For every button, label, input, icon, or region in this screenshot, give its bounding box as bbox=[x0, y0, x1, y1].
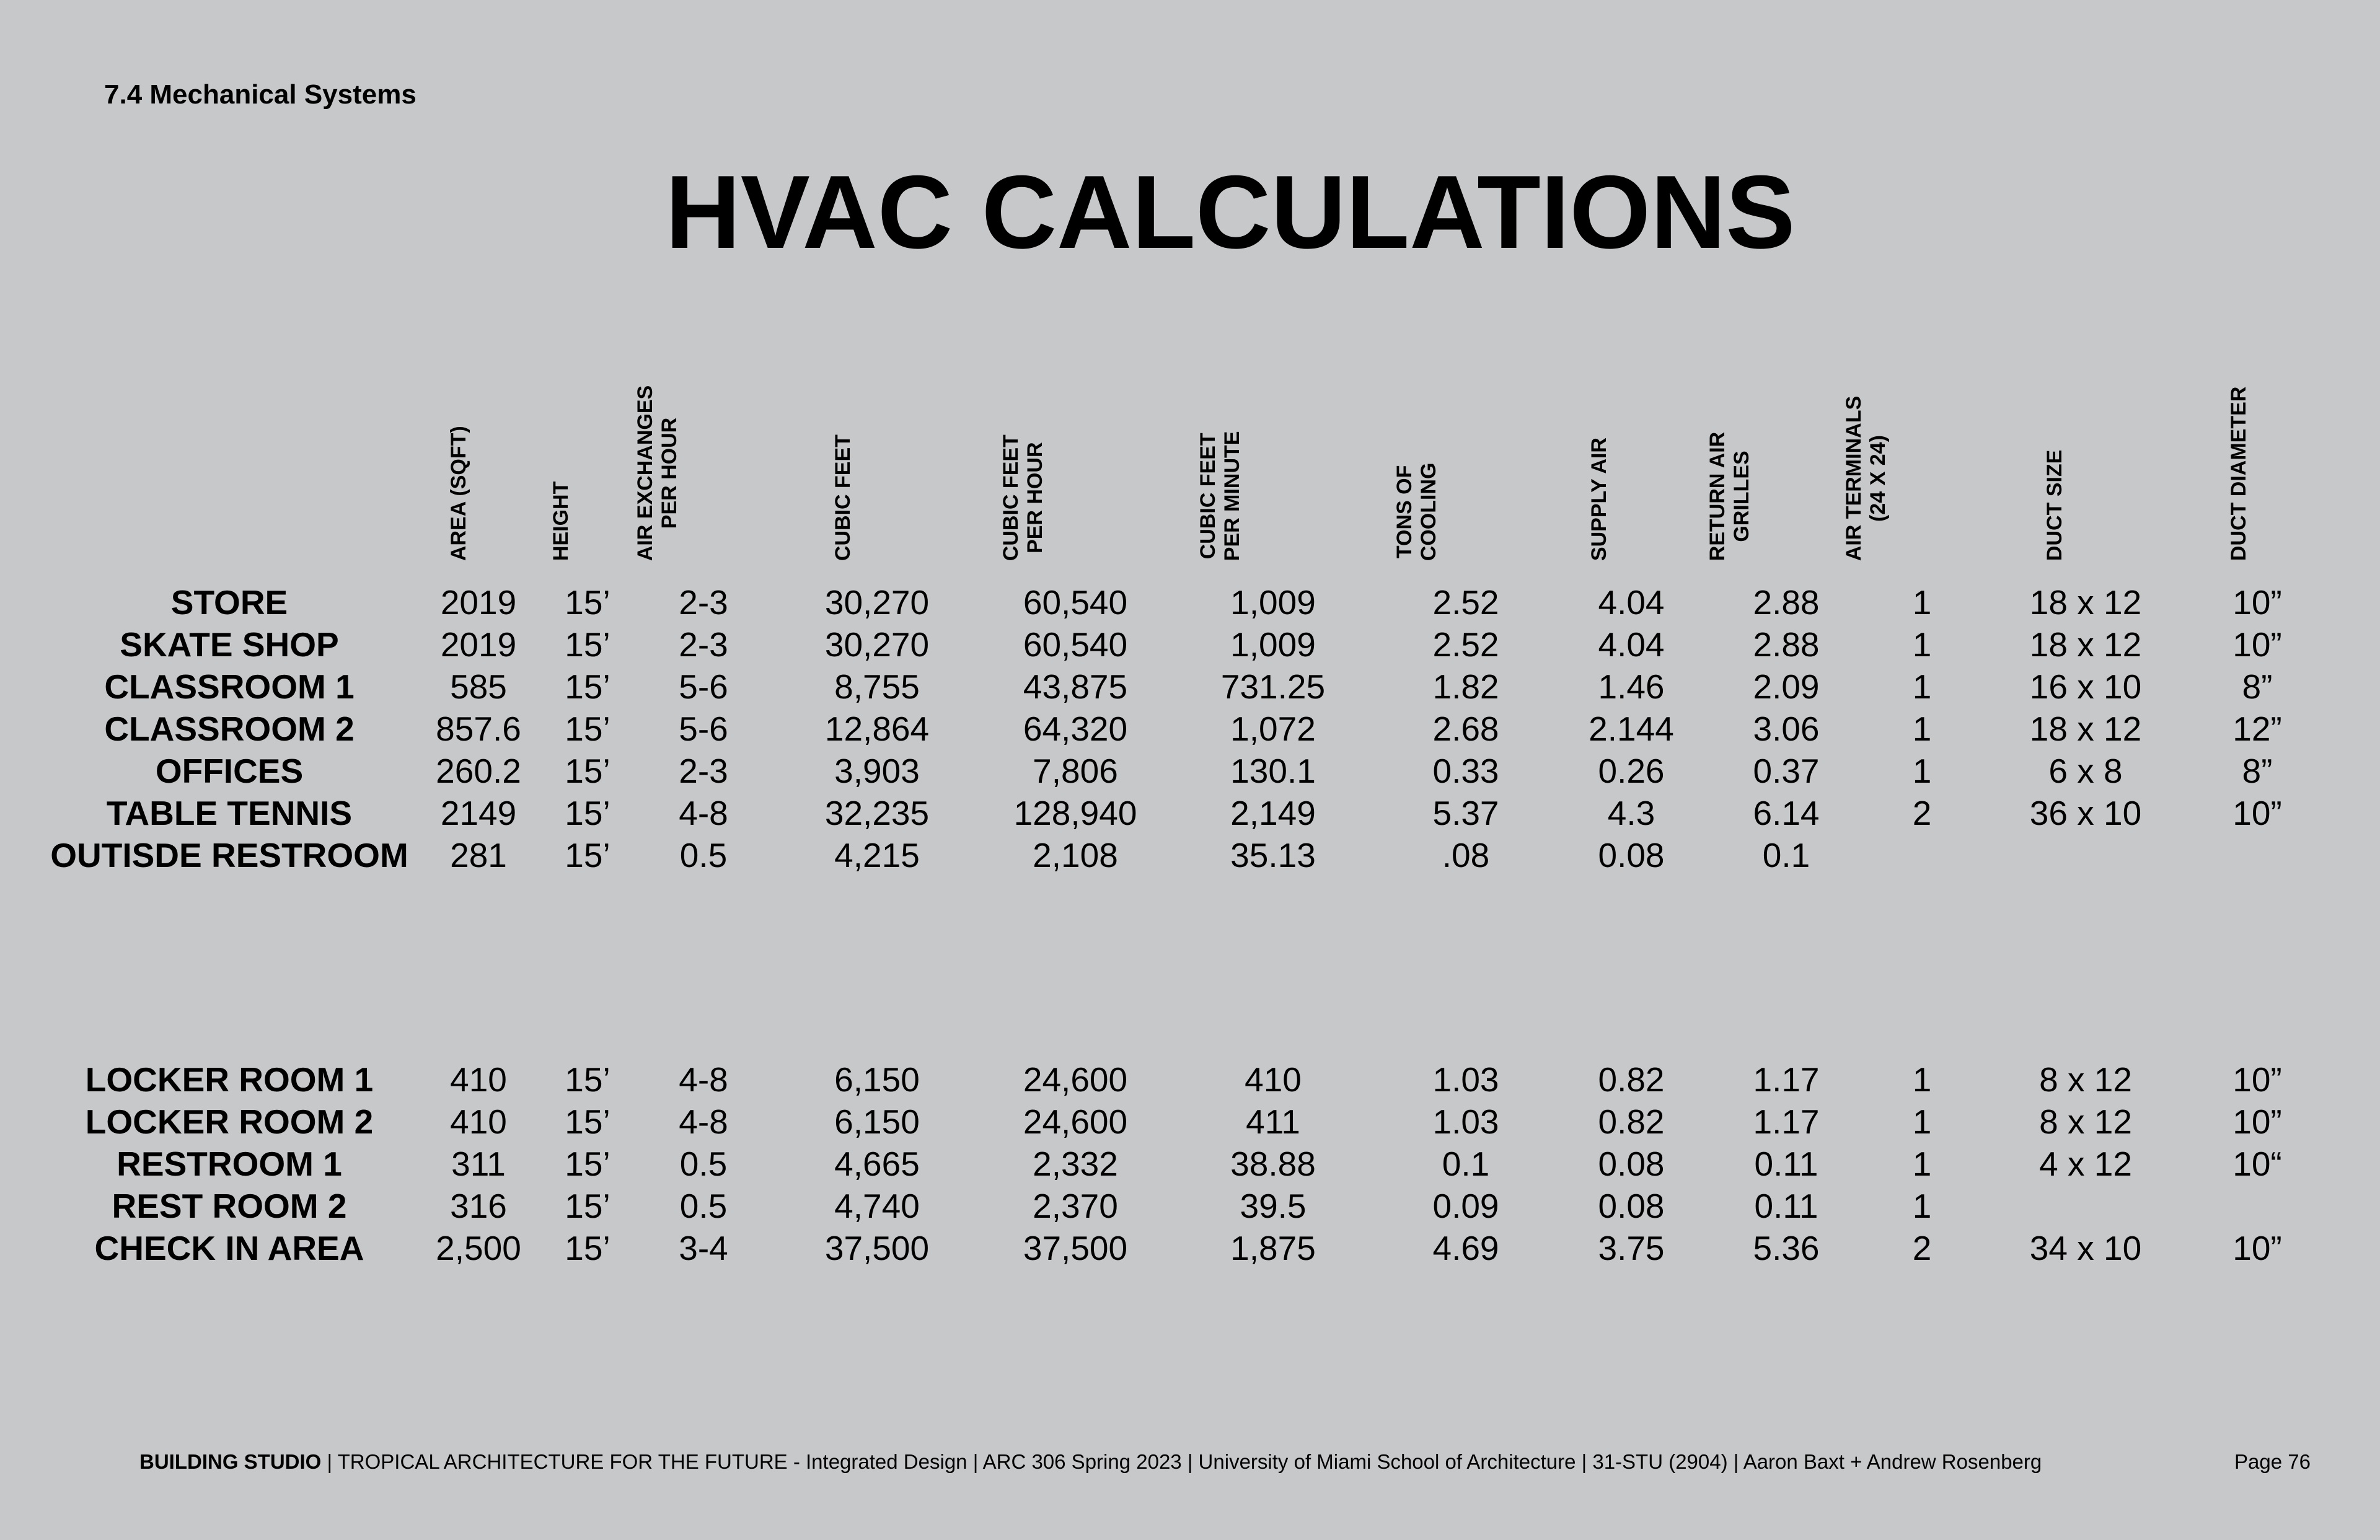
cell-cfh: 60,540 bbox=[1023, 583, 1128, 622]
cell-cfm: 1,072 bbox=[1230, 710, 1316, 748]
cell-terminals: 2 bbox=[1912, 1229, 1932, 1267]
cell-height: 15’ bbox=[565, 752, 610, 790]
cell-height: 15’ bbox=[565, 710, 610, 748]
cell-ach: 0.5 bbox=[679, 1145, 728, 1183]
cell-return: 1.17 bbox=[1753, 1060, 1820, 1099]
cell-ach: 3-4 bbox=[679, 1229, 728, 1267]
column-header-label: SUPPLY AIR bbox=[1587, 437, 1611, 561]
cell-duct: 8 x 12 bbox=[2039, 1102, 2132, 1141]
cell-duct: 18 x 12 bbox=[2029, 710, 2142, 748]
cell-cf: 6,150 bbox=[834, 1060, 920, 1099]
cell-tons: .08 bbox=[1442, 836, 1490, 874]
cell-supply: 4.04 bbox=[1598, 583, 1665, 622]
cell-cfm: 731.25 bbox=[1220, 667, 1326, 706]
cell-cfm: 2,149 bbox=[1230, 794, 1316, 832]
table-row bbox=[0, 792, 2380, 834]
cell-return: 1.17 bbox=[1753, 1102, 1820, 1141]
column-header-label: CUBIC FEET PER HOUR bbox=[998, 434, 1047, 561]
room-name: RESTROOM 1 bbox=[117, 1145, 342, 1183]
cell-cfh: 2,108 bbox=[1033, 836, 1118, 874]
cell-cf: 4,740 bbox=[834, 1187, 920, 1225]
column-header-label: TONS OF COOLING bbox=[1392, 462, 1440, 561]
cell-duct: 34 x 10 bbox=[2029, 1229, 2142, 1267]
cell-area: 410 bbox=[450, 1060, 507, 1099]
column-header-label: CUBIC FEET bbox=[831, 434, 855, 561]
table-row bbox=[0, 1227, 2380, 1269]
cell-return: 2.88 bbox=[1753, 583, 1820, 622]
cell-cfh: 128,940 bbox=[1013, 794, 1137, 832]
column-header-label: HEIGHT bbox=[549, 481, 573, 561]
cell-area: 316 bbox=[450, 1187, 507, 1225]
table-row bbox=[0, 708, 2380, 750]
cell-cfh: 37,500 bbox=[1023, 1229, 1128, 1267]
cell-area: 281 bbox=[450, 836, 507, 874]
cell-ach: 5-6 bbox=[679, 710, 728, 748]
room-name: OFFICES bbox=[155, 752, 304, 790]
cell-cfh: 43,875 bbox=[1023, 667, 1128, 706]
cell-tons: 1.03 bbox=[1432, 1102, 1499, 1141]
cell-tons: 4.69 bbox=[1432, 1229, 1499, 1267]
cell-return: 6.14 bbox=[1753, 794, 1820, 832]
cell-terminals: 1 bbox=[1912, 1060, 1932, 1099]
cell-cfm: 1,009 bbox=[1230, 625, 1316, 664]
cell-cfh: 2,370 bbox=[1033, 1187, 1118, 1225]
column-header-label: RETURN AIR GRILLES bbox=[1705, 431, 1753, 561]
cell-cfh: 60,540 bbox=[1023, 625, 1128, 664]
cell-area: 585 bbox=[450, 667, 507, 706]
cell-supply: 4.3 bbox=[1607, 794, 1655, 832]
cell-height: 15’ bbox=[565, 625, 610, 664]
footer-studio: BUILDING STUDIO bbox=[139, 1450, 322, 1473]
column-header-label: CUBIC FEET PER MINUTE bbox=[1196, 431, 1244, 561]
cell-diameter: 12” bbox=[2232, 710, 2282, 748]
cell-area: 2019 bbox=[440, 625, 517, 664]
cell-terminals: 1 bbox=[1912, 583, 1932, 622]
footer bbox=[139, 1450, 2042, 1474]
cell-height: 15’ bbox=[565, 583, 610, 622]
cell-return: 0.11 bbox=[1754, 1145, 1818, 1183]
cell-duct: 36 x 10 bbox=[2029, 794, 2142, 832]
cell-duct: 4 x 12 bbox=[2039, 1145, 2132, 1183]
cell-tons: 2.52 bbox=[1432, 583, 1499, 622]
table-row bbox=[0, 1143, 2380, 1185]
cell-supply: 0.08 bbox=[1598, 1187, 1665, 1225]
cell-height: 15’ bbox=[565, 1187, 610, 1225]
cell-area: 260.2 bbox=[436, 752, 521, 790]
cell-return: 5.36 bbox=[1753, 1229, 1820, 1267]
room-name: CLASSROOM 2 bbox=[104, 710, 355, 748]
cell-supply: 1.46 bbox=[1598, 667, 1665, 706]
cell-cfh: 7,806 bbox=[1033, 752, 1118, 790]
cell-supply: 0.26 bbox=[1598, 752, 1665, 790]
cell-cf: 4,215 bbox=[834, 836, 920, 874]
table-row bbox=[0, 1185, 2380, 1227]
cell-return: 2.88 bbox=[1753, 625, 1820, 664]
cell-cfm: 39.5 bbox=[1240, 1187, 1307, 1225]
cell-height: 15’ bbox=[565, 1145, 610, 1183]
cell-cfh: 64,320 bbox=[1023, 710, 1128, 748]
cell-cf: 37,500 bbox=[824, 1229, 930, 1267]
room-name: CLASSROOM 1 bbox=[104, 667, 355, 706]
cell-diameter: 10“ bbox=[2232, 1145, 2282, 1183]
cell-cf: 6,150 bbox=[834, 1102, 920, 1141]
cell-cf: 12,864 bbox=[824, 710, 930, 748]
cell-height: 15’ bbox=[565, 794, 610, 832]
cell-height: 15’ bbox=[565, 836, 610, 874]
table-row bbox=[0, 666, 2380, 708]
page-number: Page 76 bbox=[2234, 1450, 2311, 1473]
cell-cfm: 411 bbox=[1246, 1102, 1300, 1141]
cell-terminals: 2 bbox=[1912, 794, 1932, 832]
cell-supply: 0.82 bbox=[1598, 1060, 1665, 1099]
cell-cf: 3,903 bbox=[834, 752, 920, 790]
cell-diameter: 10” bbox=[2232, 583, 2282, 622]
cell-supply: 3.75 bbox=[1598, 1229, 1665, 1267]
cell-supply: 0.08 bbox=[1598, 836, 1665, 874]
cell-area: 410 bbox=[450, 1102, 507, 1141]
column-header-label: AIR EXCHANGES PER HOUR bbox=[633, 385, 681, 561]
cell-cfh: 24,600 bbox=[1023, 1102, 1128, 1141]
cell-tons: 1.82 bbox=[1432, 667, 1499, 706]
room-name: REST ROOM 2 bbox=[112, 1187, 347, 1225]
column-header-label: DUCT DIAMETER bbox=[2226, 386, 2250, 561]
cell-cfm: 38.88 bbox=[1230, 1145, 1316, 1183]
cell-diameter: 8” bbox=[2242, 667, 2273, 706]
cell-cf: 30,270 bbox=[824, 625, 930, 664]
cell-diameter: 10” bbox=[2232, 794, 2282, 832]
cell-area: 2019 bbox=[440, 583, 517, 622]
cell-cf: 30,270 bbox=[824, 583, 930, 622]
cell-supply: 2.144 bbox=[1589, 710, 1674, 748]
cell-terminals: 1 bbox=[1912, 710, 1932, 748]
cell-area: 2,500 bbox=[436, 1229, 521, 1267]
column-header-label: DUCT SIZE bbox=[2042, 449, 2066, 561]
cell-duct: 18 x 12 bbox=[2029, 625, 2142, 664]
cell-tons: 0.1 bbox=[1442, 1145, 1490, 1183]
cell-tons: 5.37 bbox=[1432, 794, 1499, 832]
cell-ach: 2-3 bbox=[679, 625, 728, 664]
cell-height: 15’ bbox=[565, 1102, 610, 1141]
section-label: 7.4 Mechanical Systems bbox=[104, 79, 416, 110]
room-name: TABLE TENNIS bbox=[106, 794, 353, 832]
cell-diameter: 10” bbox=[2232, 1060, 2282, 1099]
table-row bbox=[0, 1058, 2380, 1101]
cell-area: 2149 bbox=[440, 794, 517, 832]
table-row bbox=[0, 623, 2380, 666]
cell-diameter: 8” bbox=[2242, 752, 2273, 790]
room-name: OUTISDE RESTROOM bbox=[50, 836, 408, 874]
cell-tons: 0.09 bbox=[1432, 1187, 1499, 1225]
cell-cf: 4,665 bbox=[834, 1145, 920, 1183]
table-row bbox=[0, 750, 2380, 792]
cell-height: 15’ bbox=[565, 667, 610, 706]
cell-ach: 4-8 bbox=[679, 1060, 728, 1099]
cell-ach: 0.5 bbox=[679, 1187, 728, 1225]
cell-terminals: 1 bbox=[1912, 752, 1932, 790]
cell-return: 3.06 bbox=[1753, 710, 1820, 748]
room-name: STORE bbox=[170, 583, 288, 622]
cell-diameter: 10” bbox=[2232, 1229, 2282, 1267]
cell-terminals: 1 bbox=[1912, 1102, 1932, 1141]
cell-duct: 16 x 10 bbox=[2029, 667, 2142, 706]
cell-ach: 2-3 bbox=[679, 752, 728, 790]
cell-cfm: 1,009 bbox=[1230, 583, 1316, 622]
cell-terminals: 1 bbox=[1912, 667, 1932, 706]
cell-area: 857.6 bbox=[436, 710, 521, 748]
cell-height: 15’ bbox=[565, 1060, 610, 1099]
cell-cfm: 35.13 bbox=[1230, 836, 1316, 874]
cell-return: 0.37 bbox=[1753, 752, 1820, 790]
cell-ach: 0.5 bbox=[679, 836, 728, 874]
cell-ach: 4-8 bbox=[679, 794, 728, 832]
cell-return: 0.1 bbox=[1762, 836, 1810, 874]
cell-diameter: 10” bbox=[2232, 625, 2282, 664]
cell-cfm: 410 bbox=[1245, 1060, 1302, 1099]
cell-duct: 6 x 8 bbox=[2048, 752, 2123, 790]
cell-tons: 2.68 bbox=[1432, 710, 1499, 748]
cell-ach: 2-3 bbox=[679, 583, 728, 622]
cell-terminals: 1 bbox=[1912, 625, 1932, 664]
cell-duct: 18 x 12 bbox=[2029, 583, 2142, 622]
cell-height: 15’ bbox=[565, 1229, 610, 1267]
cell-tons: 0.33 bbox=[1432, 752, 1499, 790]
room-name: SKATE SHOP bbox=[120, 625, 339, 664]
cell-ach: 4-8 bbox=[679, 1102, 728, 1141]
cell-cfh: 24,600 bbox=[1023, 1060, 1128, 1099]
cell-diameter: 10” bbox=[2232, 1102, 2282, 1141]
table-row bbox=[0, 834, 2380, 876]
cell-terminals: 1 bbox=[1912, 1145, 1932, 1183]
cell-tons: 2.52 bbox=[1432, 625, 1499, 664]
room-name: CHECK IN AREA bbox=[94, 1229, 364, 1267]
cell-cfh: 2,332 bbox=[1033, 1145, 1118, 1183]
table-row bbox=[0, 581, 2380, 623]
cell-duct: 8 x 12 bbox=[2039, 1060, 2132, 1099]
table-row bbox=[0, 1101, 2380, 1143]
cell-return: 0.11 bbox=[1754, 1187, 1818, 1225]
room-name: LOCKER ROOM 2 bbox=[85, 1102, 374, 1141]
cell-supply: 0.82 bbox=[1598, 1102, 1665, 1141]
cell-cf: 32,235 bbox=[824, 794, 930, 832]
cell-area: 311 bbox=[451, 1145, 506, 1183]
footer-text: | TROPICAL ARCHITECTURE FOR THE FUTURE - Integrated Design | ARC 306 Spring 2023 | University of Miami School of Architecture | 31-STU (2904) | Aaron Baxt + Andrew Rosenberg bbox=[321, 1450, 2042, 1473]
cell-tons: 1.03 bbox=[1432, 1060, 1499, 1099]
cell-supply: 4.04 bbox=[1598, 625, 1665, 664]
column-header-label: AREA (SQFT) bbox=[446, 426, 470, 561]
cell-terminals: 1 bbox=[1912, 1187, 1932, 1225]
cell-cfm: 1,875 bbox=[1230, 1229, 1316, 1267]
cell-cf: 8,755 bbox=[834, 667, 920, 706]
cell-ach: 5-6 bbox=[679, 667, 728, 706]
page-title: HVAC CALCULATIONS bbox=[665, 154, 1796, 270]
room-name: LOCKER ROOM 1 bbox=[85, 1060, 374, 1099]
cell-return: 2.09 bbox=[1753, 667, 1820, 706]
cell-cfm: 130.1 bbox=[1230, 752, 1316, 790]
cell-supply: 0.08 bbox=[1598, 1145, 1665, 1183]
column-header-label: AIR TERMINALS (24 X 24) bbox=[1841, 395, 1890, 561]
